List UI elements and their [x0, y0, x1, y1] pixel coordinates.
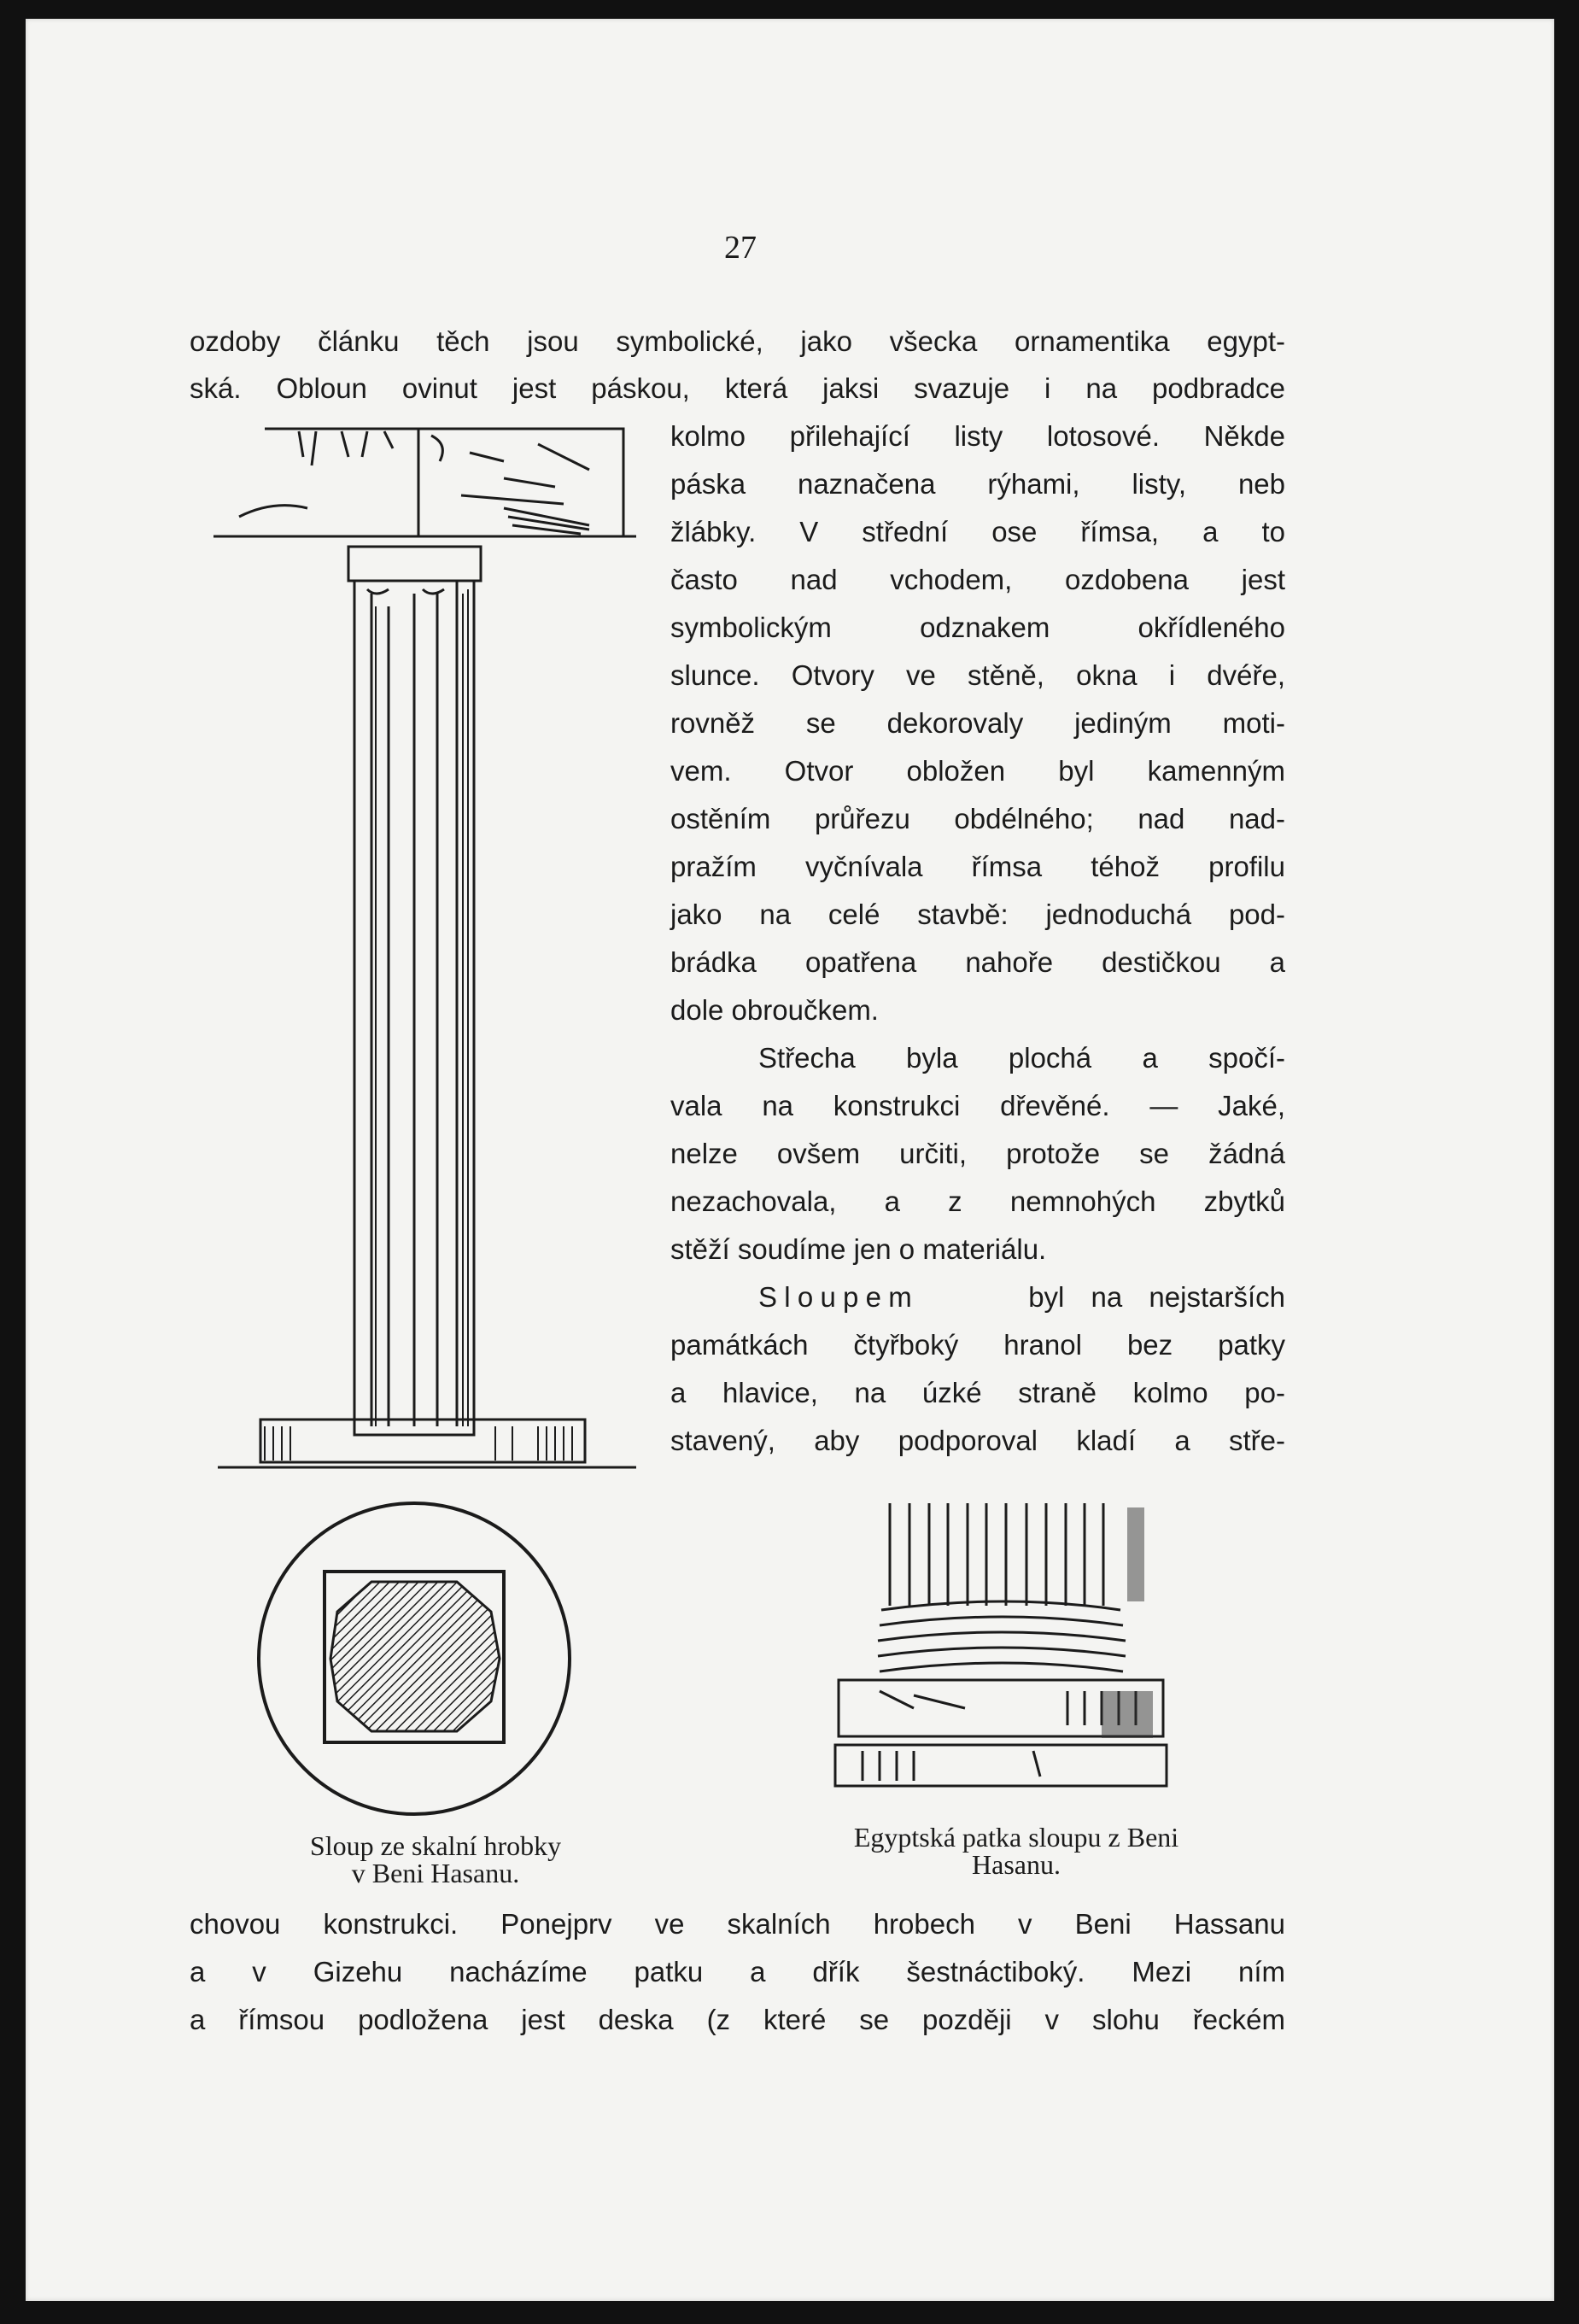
text-line: dole obroučkem.: [670, 994, 879, 1026]
text-line: ozdoby článku těch jsou symbolické, jako všecka ornamentika egypt-: [190, 325, 1285, 357]
text-line: ostěním průřezu obdélného; nad nad-: [670, 803, 1285, 834]
page-number: 27: [724, 230, 757, 266]
text-line: symbolickým odznakem okřídleného: [670, 612, 1285, 643]
text-line: nezachovala, a z nemnohých zbytků: [670, 1185, 1285, 1217]
caption-line: Egyptská patka sloupu z Beni: [853, 1822, 1179, 1853]
text-line: ská. Obloun ovinut jest páskou, která jaksi svazuje i na podbradce: [190, 372, 1285, 404]
column-section-illustration: [252, 1496, 576, 1821]
figure-caption-left: [231, 1832, 640, 1887]
emphasized-word: Sloupem: [758, 1281, 919, 1313]
caption-line: Sloup ze skalní hrobky: [309, 1830, 562, 1861]
text-line: rovněž se dekorovaly jediným moti-: [670, 707, 1285, 739]
column-elevation-illustration: [213, 410, 640, 1478]
text-line: a hlavice, na úzké straně kolmo po-: [670, 1377, 1285, 1408]
text-line: a římsou podložena jest deska (z které se později v slohu řeckém: [190, 2004, 1285, 2035]
text-line: památkách čtyřboký hranol bez patky: [670, 1329, 1285, 1361]
text-line: nelze ovšem určiti, protože se žádná: [670, 1138, 1285, 1169]
text-line: [758, 1283, 1285, 1311]
text-line: stavený, aby podporoval kladí a stře-: [670, 1425, 1285, 1456]
text-line: žlábky. V střední ose římsa, a to: [670, 516, 1285, 547]
text-line: slunce. Otvory ve stěně, okna i dvéře,: [670, 659, 1285, 691]
caption-line: v Beni Hasanu.: [351, 1858, 520, 1888]
column-base-illustration: [828, 1499, 1170, 1798]
text-line: kolmo přilehající listy lotosové. Někde: [670, 420, 1285, 452]
figure-caption-right: [777, 1823, 1255, 1878]
text-line: brádka opatřena nahoře destičkou a: [670, 946, 1285, 978]
text-line: stěží soudíme jen o materiálu.: [670, 1233, 1047, 1265]
text-line: Střecha byla plochá a spočí-: [758, 1042, 1285, 1074]
text-line: a v Gizehu nacházíme patku a dřík šestnáctiboký. Mezi ním: [190, 1956, 1285, 1987]
caption-line: Hasanu.: [972, 1849, 1061, 1880]
text-line: vem. Otvor obložen byl kamenným: [670, 755, 1285, 787]
text-line: pražím vyčnívala římsa téhož profilu: [670, 851, 1285, 882]
text-line: chovou konstrukci. Ponejprv ve skalních hrobech v Beni Hassanu: [190, 1908, 1285, 1940]
text-line-rest: byl na nejstarších: [1028, 1281, 1285, 1313]
text-line: jako na celé stavbě: jednoduchá pod-: [670, 899, 1285, 930]
text-line: často nad vchodem, ozdobena jest: [670, 564, 1285, 595]
text-line: páska naznačena rýhami, listy, neb: [670, 468, 1285, 500]
text-line: vala na konstrukci dřevěné. — Jaké,: [670, 1090, 1285, 1121]
